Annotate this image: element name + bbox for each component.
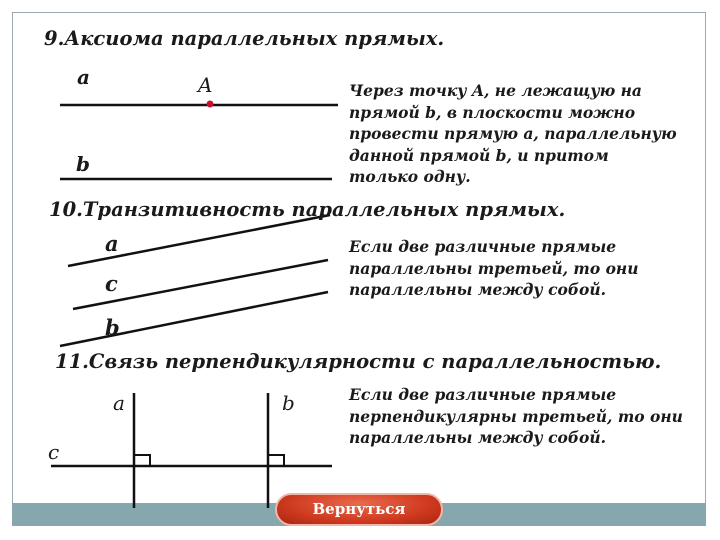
- label-b-s11: b: [282, 391, 295, 415]
- section-11-description: Если две различные прямые перпендикулярны третьей, то они параллельны между собой.: [349, 385, 683, 447]
- section-10-description: Если две различные прямые параллельны третьей, то они параллельны между собой.: [349, 237, 639, 299]
- label-b-s9: b: [76, 152, 90, 176]
- label-a-s10: a: [105, 231, 119, 256]
- label-a-s11: a: [113, 391, 125, 415]
- label-c-s11: c: [48, 440, 60, 464]
- back-button[interactable]: Вернуться: [275, 493, 443, 526]
- label-point-A: A: [198, 73, 213, 97]
- right-angle-mark-a: [134, 455, 150, 466]
- label-c-s10: c: [105, 271, 118, 296]
- section-11-title: 11.Связь перпендикулярности с параллельностью.: [55, 350, 662, 373]
- right-angle-mark-b: [268, 455, 284, 466]
- label-a-s9: a: [77, 65, 90, 89]
- line-b-s10: [60, 292, 328, 346]
- label-b-s10: b: [105, 315, 120, 340]
- section-10-title: 10.Транзитивность параллельных прямых.: [49, 198, 566, 221]
- section-9-description: Через точку A, не лежащую на прямой b, в плоскости можно провести прямую a, параллельную данной прямой b, и притом только одну.: [349, 81, 677, 186]
- section-9-title: 9.Аксиома параллельных прямых.: [44, 27, 445, 50]
- point-A: [207, 101, 214, 108]
